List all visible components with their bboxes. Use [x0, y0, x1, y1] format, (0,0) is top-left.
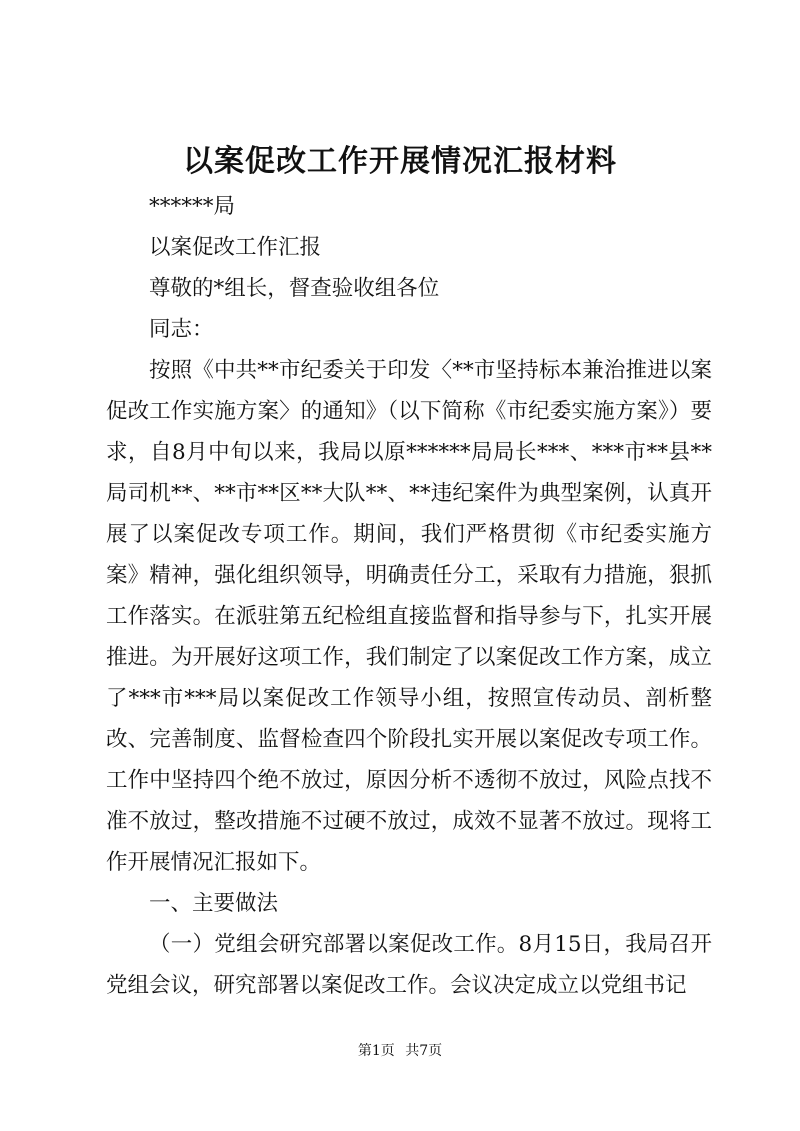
paragraph-salutation-cont: 同志：: [149, 317, 214, 342]
paragraph-subtitle: 以案促改工作汇报: [149, 235, 322, 260]
paragraph-main: 按照《中共**市纪委关于印发〈**市坚持标本兼治推进以案促改工作实施方案〉的通知》（以下简称《市纪委实施方案》）要求，自8月中旬以来，我局以原******局局长***、***市**县**局司机**、**市**区**大队**、**违纪案件为典型案例，认真开展了以案促改专项工作。期间，我们严格贯彻《市纪委实施方案》精神，强化组织领导，明确责任分工，采取有力措施，狠抓工作落实。在派驻第五纪检组直接监督和指导参与下，扎实开展推进。为开展好这项工作，我们制定了以案促改工作方案，成立了***市***局以案促改工作领导小组，按照宣传动员、剖析整改、完善制度、监督检查四个阶段扎实开展以案促改专项工作。工作中坚持四个绝不放过，原因分析不透彻不放过，风险点找不准不放过，整改措施不过硬不放过，成效不显著不放过。现将工作开展情况汇报如下。: [106, 358, 712, 875]
paragraph-section-1: （一）党组会研究部署以案促改工作。8月15日，我局召开党组会议，研究部署以案促改工作。会议决定成立以党组书记: [106, 932, 712, 998]
page-number: 第1页: [357, 1043, 395, 1059]
page-footer: [0, 1041, 800, 1061]
paragraph-salutation: 尊敬的*组长，督查验收组各位: [149, 276, 440, 301]
page-total: 共7页: [405, 1043, 443, 1059]
document-body: [106, 186, 712, 1006]
paragraph-org: ******局: [149, 194, 236, 219]
section-heading: 一、主要做法: [149, 891, 279, 916]
document-title: 以案促改工作开展情况汇报材料: [183, 144, 617, 179]
